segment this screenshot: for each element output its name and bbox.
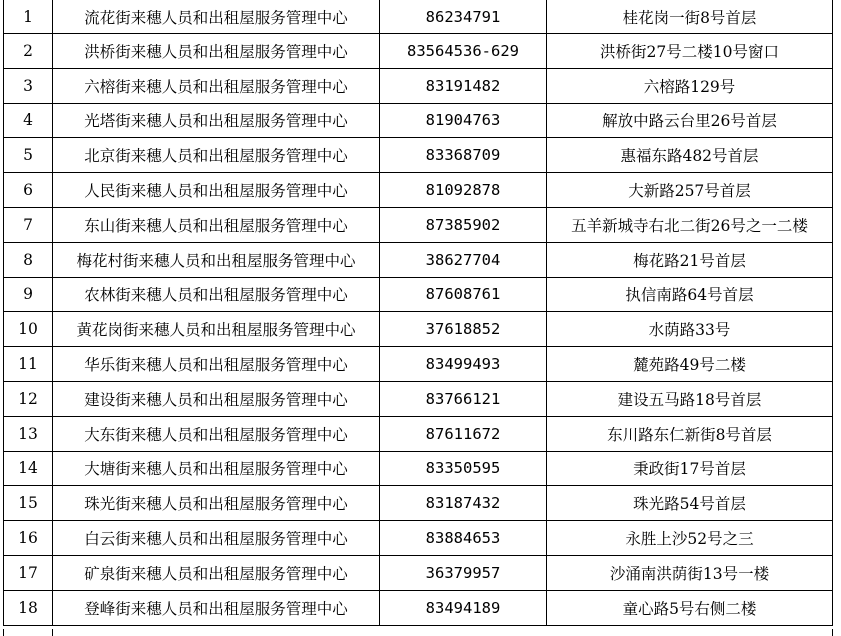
row-index: 5 (4, 138, 53, 173)
phone-number: 83187432 (380, 486, 547, 521)
row-index: 13 (4, 416, 53, 451)
table-row (4, 68, 833, 103)
table-row (4, 138, 833, 173)
phone-number: 87611672 (380, 416, 547, 451)
address: 六榕路129号 (547, 68, 833, 103)
table-row (4, 555, 833, 590)
table-row (4, 381, 833, 416)
address: 秉政街17号首层 (547, 451, 833, 486)
row-index: 3 (4, 68, 53, 103)
row-index: 18 (4, 590, 53, 625)
table-row (4, 173, 833, 208)
table-row (4, 0, 833, 34)
address: 沙涌南洪荫街13号一楼 (547, 555, 833, 590)
phone-number: 83368709 (380, 138, 547, 173)
row-index: 2 (4, 34, 53, 69)
table-row (4, 242, 833, 277)
center-name: 矿泉街来穗人员和出租屋服务管理中心 (53, 555, 380, 590)
row-index: 4 (4, 103, 53, 138)
table-row (4, 416, 833, 451)
phone-number: 83564536-629 (380, 34, 547, 69)
table-row (4, 590, 833, 625)
phone-number: 83191482 (380, 68, 547, 103)
phone-number: 81904763 (380, 103, 547, 138)
table-row (4, 521, 833, 556)
row-index: 1 (4, 0, 53, 34)
row-index: 12 (4, 381, 53, 416)
column-divider (52, 629, 53, 636)
row-index: 7 (4, 207, 53, 242)
phone-number: 83499493 (380, 347, 547, 382)
address: 梅花路21号首层 (547, 242, 833, 277)
table-continuation-edge (3, 629, 833, 636)
address: 童心路5号右侧二楼 (547, 590, 833, 625)
center-name: 白云街来穗人员和出租屋服务管理中心 (53, 521, 380, 556)
phone-number: 87608761 (380, 277, 547, 312)
row-index: 14 (4, 451, 53, 486)
service-center-table (3, 0, 833, 626)
address: 执信南路64号首层 (547, 277, 833, 312)
table-row (4, 34, 833, 69)
center-name: 黄花岗街来穗人员和出租屋服务管理中心 (53, 312, 380, 347)
table-row (4, 103, 833, 138)
row-index: 11 (4, 347, 53, 382)
center-name: 洪桥街来穗人员和出租屋服务管理中心 (53, 34, 380, 69)
center-name: 梅花村街来穗人员和出租屋服务管理中心 (53, 242, 380, 277)
phone-number: 86234791 (380, 0, 547, 34)
phone-number: 83494189 (380, 590, 547, 625)
center-name: 流花街来穗人员和出租屋服务管理中心 (53, 0, 380, 34)
phone-number: 37618852 (380, 312, 547, 347)
phone-number: 81092878 (380, 173, 547, 208)
table-row (4, 277, 833, 312)
address: 永胜上沙52号之三 (547, 521, 833, 556)
center-name: 建设街来穗人员和出租屋服务管理中心 (53, 381, 380, 416)
address: 建设五马路18号首层 (547, 381, 833, 416)
table-row (4, 207, 833, 242)
center-name: 光塔街来穗人员和出租屋服务管理中心 (53, 103, 380, 138)
phone-number: 83766121 (380, 381, 547, 416)
center-name: 珠光街来穗人员和出租屋服务管理中心 (53, 486, 380, 521)
center-name: 华乐街来穗人员和出租屋服务管理中心 (53, 347, 380, 382)
address: 解放中路云台里26号首层 (547, 103, 833, 138)
table-row (4, 486, 833, 521)
center-name: 六榕街来穗人员和出租屋服务管理中心 (53, 68, 380, 103)
phone-number: 38627704 (380, 242, 547, 277)
address: 大新路257号首层 (547, 173, 833, 208)
phone-number: 87385902 (380, 207, 547, 242)
address: 桂花岗一街8号首层 (547, 0, 833, 34)
address: 东川路东仁新街8号首层 (547, 416, 833, 451)
row-index: 15 (4, 486, 53, 521)
center-name: 北京街来穗人员和出租屋服务管理中心 (53, 138, 380, 173)
table-row (4, 451, 833, 486)
center-name: 大塘街来穗人员和出租屋服务管理中心 (53, 451, 380, 486)
address: 麓苑路49号二楼 (547, 347, 833, 382)
table-body (4, 0, 833, 625)
row-index: 8 (4, 242, 53, 277)
table-row (4, 347, 833, 382)
row-index: 6 (4, 173, 53, 208)
row-index: 17 (4, 555, 53, 590)
table-row (4, 312, 833, 347)
address: 惠福东路482号首层 (547, 138, 833, 173)
address: 洪桥街27号二楼10号窗口 (547, 34, 833, 69)
phone-number: 83350595 (380, 451, 547, 486)
address: 五羊新城寺右北二街26号之一二楼 (547, 207, 833, 242)
center-name: 登峰街来穗人员和出租屋服务管理中心 (53, 590, 380, 625)
address: 珠光路54号首层 (547, 486, 833, 521)
center-name: 大东街来穗人员和出租屋服务管理中心 (53, 416, 380, 451)
phone-number: 36379957 (380, 555, 547, 590)
center-name: 农林街来穗人员和出租屋服务管理中心 (53, 277, 380, 312)
row-index: 16 (4, 521, 53, 556)
row-index: 10 (4, 312, 53, 347)
address: 水荫路33号 (547, 312, 833, 347)
phone-number: 83884653 (380, 521, 547, 556)
row-index: 9 (4, 277, 53, 312)
center-name: 东山街来穗人员和出租屋服务管理中心 (53, 207, 380, 242)
center-name: 人民街来穗人员和出租屋服务管理中心 (53, 173, 380, 208)
